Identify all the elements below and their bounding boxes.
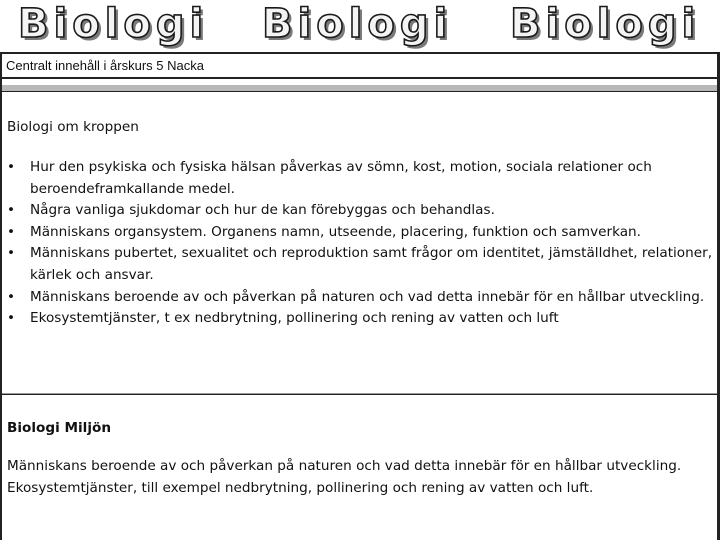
banner-word-right: Biologi: [510, 1, 701, 47]
bullet-item: • Människans beroende av och påverkan på naturen och vad detta innebär för en hållbar utveckling.: [7, 287, 717, 309]
title-banner: [0, 0, 720, 50]
banner-word-left: Biologi: [18, 1, 209, 47]
bullet-item: • Människans pubertet, sexualitet och reproduktion samt frågor om identitet, jämställdhet, relationer, kärlek och ansvar.: [7, 243, 717, 286]
banner-word-center: Biologi: [262, 1, 453, 47]
bullet-list: [7, 157, 717, 330]
bullet-item: • Ekosystemtjänster, t ex nedbrytning, pollinering och rening av vatten och luft: [7, 308, 717, 330]
grey-divider-strip: [2, 85, 717, 92]
subtitle: Centralt innehåll i årskurs 5 Nacka: [2, 54, 717, 79]
section-environment: [2, 396, 717, 499]
section-environment-text: Människans beroende av och påverkan på naturen och vad detta innebär för en hållbar utveckling. Ekosystemtjänster, till exempel nedbrytning, pollinering och rening av vatten och luft.: [7, 458, 682, 496]
section-divider: [2, 393, 717, 395]
section-body-heading: [7, 119, 717, 135]
bullet-item: • Hur den psykiska och fysiska hälsan påverkas av sömn, kost, motion, sociala relationer och beroendeframkallande medel.: [7, 157, 717, 200]
section-body-content: [2, 93, 717, 393]
bullet-item: • Några vanliga sjukdomar och hur de kan förebyggas och behandlas.: [7, 200, 717, 222]
bullet-item: • Människans organsystem. Organens namn, utseende, placering, funktion och samverkan.: [7, 222, 717, 244]
section-body-heading-lead: Biologi: [7, 119, 53, 135]
section-environment-heading: Biologi Miljön: [7, 420, 112, 436]
content-frame: [0, 52, 720, 540]
section-body-heading-rest: om kroppen: [52, 119, 139, 135]
